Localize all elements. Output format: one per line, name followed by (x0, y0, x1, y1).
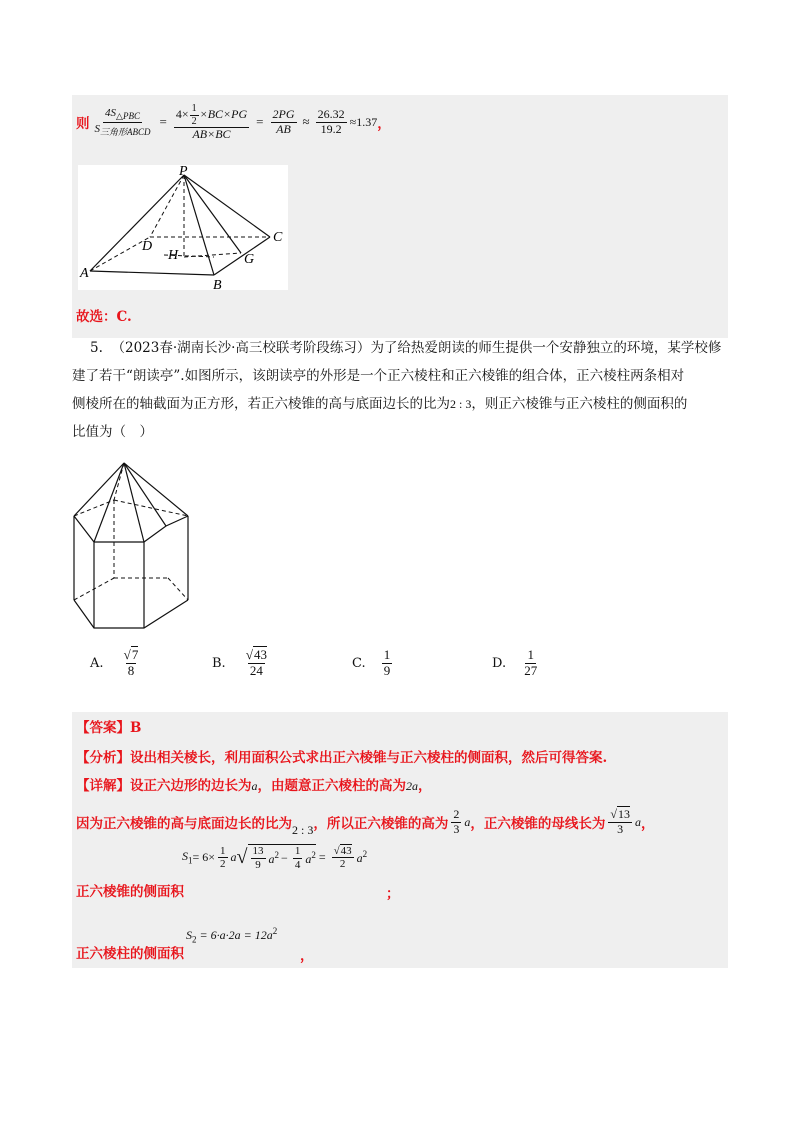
solution-block-1 (72, 95, 728, 338)
question-line-1: 5. （2023春·湖南长沙·高三校联考阶段练习）为了给热爱朗读的师生提供一个安静独立的环境，某学校修 (90, 340, 722, 356)
simplified-fraction: $\frac{2PG}{AB}$ (272, 107, 295, 136)
s2-label: 正六棱柱的侧面积 (76, 946, 184, 962)
answer-block (72, 712, 728, 968)
s2-formula: $S_2 = 6\cdot a\cdot 2a = 12a^2$ (186, 926, 278, 945)
ratio-equation: 则 $\frac{4S_{\triangle PBC}}{S_{三角形ABCD}}$ = 4× $\frac{1}{2}$ ×BC×PG AB×BC = $\frac{2PG}{AB}$ ≈ $\frac{26.32}{19.2}$ ≈1.37 ， (76, 103, 391, 141)
option-D[interactable]: D. $\frac{1}{27}$ (492, 647, 538, 678)
detail-line-2: 因为正六棱锥的高与底面边长的比为 2 : 3 ，所以正六棱锥的高为 $\frac{2}{3}$ a ，正六棱锥的母线长为 $\frac{√13}{3}$ a ， (76, 807, 655, 837)
option-C[interactable]: C. $\frac{1}{9}$ (352, 647, 391, 678)
reading-pavilion-figure (70, 460, 200, 632)
s2-end: ， (300, 948, 314, 964)
question-line-2: 建了若干“朗读亭”.如图所示，该朗读亭的外形是一个正六棱柱和正六棱锥的组合体，正六棱柱两条相对 (72, 368, 685, 384)
choose-answer: 故选：C. (76, 309, 132, 325)
numeric-fraction: $\frac{26.32}{19.2}$ (317, 107, 345, 136)
lhs-fraction: $\frac{4S_{\triangle PBC}}{S_{三角形ABCD}}$ (94, 107, 151, 138)
analysis-line: 【分析】设出相关棱长，利用面积公式求出正六棱锥与正六棱柱的侧面积，然后可得答案. (76, 750, 608, 766)
label-C: C (273, 230, 283, 245)
question-5 (90, 334, 750, 362)
answer-line: 【答案】B (76, 720, 142, 736)
option-A[interactable]: A. $\frac{√7}{8}$ (90, 647, 139, 678)
ze-char: 则 (76, 116, 90, 133)
pyramid-figure (78, 165, 288, 290)
label-D: D (142, 239, 153, 254)
label-H: H (168, 248, 179, 263)
label-G: G (244, 252, 255, 267)
detail-line-1: 【详解】设正六边形的边长为a，由题意正六棱柱的高为2a， (76, 778, 432, 794)
label-A: A (80, 266, 89, 281)
mid-fraction: 4× $\frac{1}{2}$ ×BC×PG AB×BC (175, 103, 248, 141)
s1-label: 正六棱锥的侧面积 (76, 884, 184, 900)
s1-formula: $S_1$ = 6× $\frac{1}{2}$ a √ $\frac{13}{9}$ $a^2$ − $\frac{1}{4}$ $a^2$ = $\frac{√43}{2}$ $a^2$ (182, 844, 368, 871)
question-line-3: 侧棱所在的轴截面为正方形，若正六棱锥的高与底面边长的比为2 : 3，则正六棱锥与正六棱柱的侧面积的 (72, 396, 688, 412)
s1-end: ； (386, 886, 400, 902)
question-line-4: 比值为（ ） (72, 424, 153, 440)
label-P: P (179, 165, 188, 179)
option-B[interactable]: B. $\frac{√43}{24}$ (212, 647, 267, 678)
label-B: B (213, 278, 222, 290)
